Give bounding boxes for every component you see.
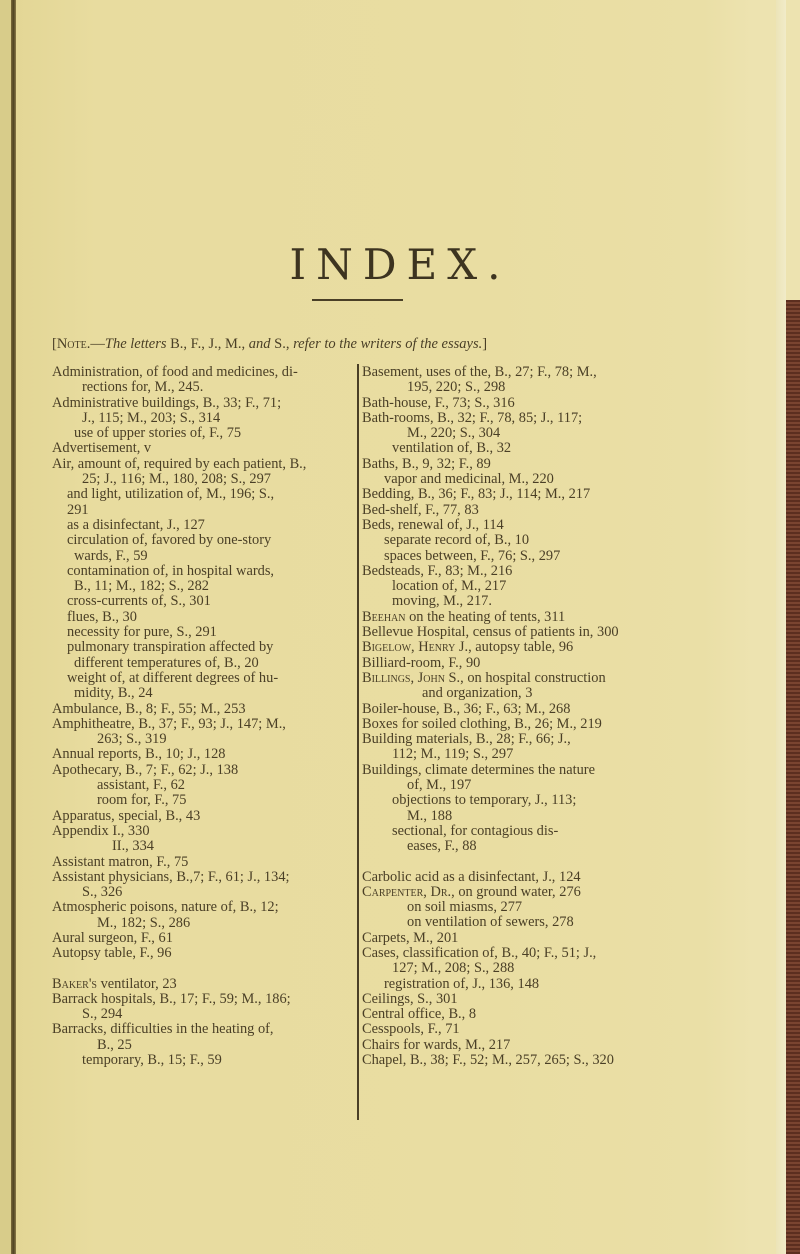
author-name: Bigelow, Henry [362,639,456,656]
index-entry: Boiler-house, B., 36; F., 63; M., 268 [362,700,571,717]
note-italic-2: and [248,336,271,352]
index-subentry: S., 326 [82,884,123,901]
index-entry: Assistant matron, F., 75 [52,853,189,870]
note-suffix: ] [482,336,488,352]
index-entry: Ceilings, S., 301 [362,990,458,1007]
index-entry: Carpenter, Dr., on ground water, 276 [362,883,581,900]
index-subentry: B., 11; M., 182; S., 282 [74,578,209,595]
index-entry: Apparatus, special, B., 43 [52,807,201,824]
index-subentry: separate record of, B., 10 [384,532,530,549]
index-entry: Carbolic acid as a disinfectant, J., 124 [362,868,581,885]
index-entry: Administration, of food and medicines, di- [52,364,298,380]
index-entry: Advertisement, v [52,440,152,457]
index-entry: Bedsteads, F., 83; M., 216 [362,562,513,579]
index-subentry: vapor and medicinal, M., 220 [384,471,554,488]
index-subentry: weight of, at different degrees of hu- [67,669,279,686]
index-subentry: ventilation of, B., 32 [392,440,512,457]
index-subentry: 112; M., 119; S., 297 [392,746,514,763]
index-subentry: S., 294 [82,1006,123,1023]
page-title: INDEX. [289,240,511,289]
index-subentry: 25; J., 116; M., 180, 208; S., 297 [82,471,271,488]
index-subentry: temporary, B., 15; F., 59 [82,1052,222,1069]
index-entry: Beds, renewal of, J., 114 [362,516,504,533]
index-subentry: II., 334 [112,838,154,855]
index-subentry: use of upper stories of, F., 75 [74,425,242,442]
index-subentry: spaces between, F., 76; S., 297 [384,547,561,564]
note-letters: B., F., J., M., [166,336,249,352]
index-subentry: assistant, F., 62 [97,777,185,794]
index-subentry: moving, M., 217. [392,593,492,610]
index-subentry: wards, F., 59 [74,547,148,564]
index-entry: Annual reports, B., 10; J., 128 [52,746,226,763]
index-entry: Barrack hospitals, B., 17; F., 59; M., 186; [52,990,291,1007]
index-entry: Atmospheric poisons, nature of, B., 12; [52,899,279,916]
index-entry: Building materials, B., 28; F., 66; J., [362,731,571,748]
index-entry: Carpets, M., 201 [362,929,459,946]
note-italic-1: The letters [104,336,167,352]
index-entry: Billiard-room, F., 90 [362,654,481,671]
index-entry: Autopsy table, F., 96 [52,945,172,962]
index-subentry: and organization, 3 [422,685,533,702]
index-entry: Bath-house, F., 73; S., 316 [362,394,515,411]
section-gap [52,962,352,977]
author-name: Billings, John [362,669,445,686]
section-gap [362,855,662,870]
index-subentry: B., 25 [97,1036,132,1053]
index-entry: Central office, B., 8 [362,1006,477,1023]
index-subentry: circulation of, favored by one-story [67,532,272,549]
author-name: Beehan [362,608,406,625]
page-right-edge [776,0,786,1254]
index-entry: Boxes for soiled clothing, B., 26; M., 219 [362,715,602,732]
index-subentry: M., 182; S., 286 [97,914,191,931]
page-left-edge [11,0,16,1254]
index-column-left [52,365,352,1068]
index-entry: Chairs for wards, M., 217 [362,1036,511,1053]
index-subentry: J., 115; M., 203; S., 314 [82,409,221,426]
note-italic-3: refer to the writers of the essays. [293,336,483,352]
book-cover-edge [786,300,800,1254]
index-entry: Baker's ventilator, 23 [52,975,177,992]
index-subentry: M., 188 [407,807,453,824]
index-subentry: eases, F., 88 [407,838,477,855]
index-entry: Basement, uses of the, B., 27; F., 78; M., [362,364,597,380]
index-entry: Buildings, climate determines the nature [362,761,595,778]
index-subentry: cross-currents of, S., 301 [67,593,211,610]
index-subentry: pulmonary transpiration affected by [67,639,274,656]
index-entry: Administrative buildings, B., 33; F., 71; [52,394,282,411]
index-subentry: contamination of, in hospital wards, [67,562,275,579]
title-rule [312,299,403,301]
author-name: Carpenter, Dr. [362,883,452,900]
index-column-right [362,365,662,1068]
index-subentry: of, M., 197 [407,777,472,794]
index-subentry: 127; M., 208; S., 288 [392,960,515,977]
index-entry: Apothecary, B., 7; F., 62; J., 138 [52,761,239,778]
index-entry: Bigelow, Henry J., autopsy table, 96 [362,639,574,656]
index-subentry: registration of, J., 136, 148 [384,975,540,992]
index-subentry: necessity for pure, S., 291 [67,624,217,641]
index-subentry: on soil miasms, 277 [407,899,523,916]
index-entry: Ambulance, B., 8; F., 55; M., 253 [52,700,246,717]
index-subentry: room for, F., 75 [97,792,187,809]
index-subentry: on ventilation of sewers, 278 [407,914,574,931]
index-entry: Bath-rooms, B., 32; F., 78, 85; J., 117; [362,409,583,426]
index-subentry: and light, utilization of, M., 196; S., [67,486,275,503]
index-entry: Appendix I., 330 [52,822,150,839]
author-name: Baker's [52,975,97,992]
note-prefix: [Note.— [52,336,105,352]
index-entry: Billings, John S., on hospital construction [362,669,606,686]
index-entry: Chapel, B., 38; F., 52; M., 257, 265; S., 320 [362,1052,614,1069]
index-entry: Bed-shelf, F., 77, 83 [362,501,479,518]
index-entry: Barracks, difficulties in the heating of, [52,1021,274,1038]
column-divider [357,364,359,1120]
index-subentry: different temperatures of, B., 20 [74,654,259,671]
index-entry: Air, amount of, required by each patient, B., [52,455,307,472]
index-subentry: 263; S., 319 [97,731,167,748]
index-subentry: sectional, for contagious dis- [392,822,559,839]
index-subentry: M., 220; S., 304 [407,425,501,442]
index-entry: Bedding, B., 36; F., 83; J., 114; M., 217 [362,486,591,503]
index-entry: Assistant physicians, B.,7; F., 61; J., 134; [52,868,290,885]
index-subentry: rections for, M., 245. [82,379,204,396]
index-entry: Cesspools, F., 71 [362,1021,460,1038]
index-subentry: 195, 220; S., 298 [407,379,506,396]
page-gutter-shadow [0,0,11,1254]
index-entry: Beehan on the heating of tents, 311 [362,608,566,625]
index-entry: Baths, B., 9, 32; F., 89 [362,455,491,472]
index-subentry: midity, B., 24 [74,685,153,702]
index-entry: Bellevue Hospital, census of patients in, 300 [362,624,619,641]
note-s-letter: S., [270,336,294,352]
index-entry: Cases, classification of, B., 40; F., 51; J., [362,944,597,961]
index-subentry: 291 [67,501,89,518]
index-subentry: flues, B., 30 [67,608,137,625]
index-entry: Aural surgeon, F., 61 [52,929,173,946]
index-subentry: as a disinfectant, J., 127 [67,516,205,533]
index-subentry: objections to temporary, J., 113; [392,792,577,809]
index-note [52,336,752,353]
index-entry: Amphitheatre, B., 37; F., 93; J., 147; M., [52,715,286,732]
index-subentry: location of, M., 217 [392,578,507,595]
